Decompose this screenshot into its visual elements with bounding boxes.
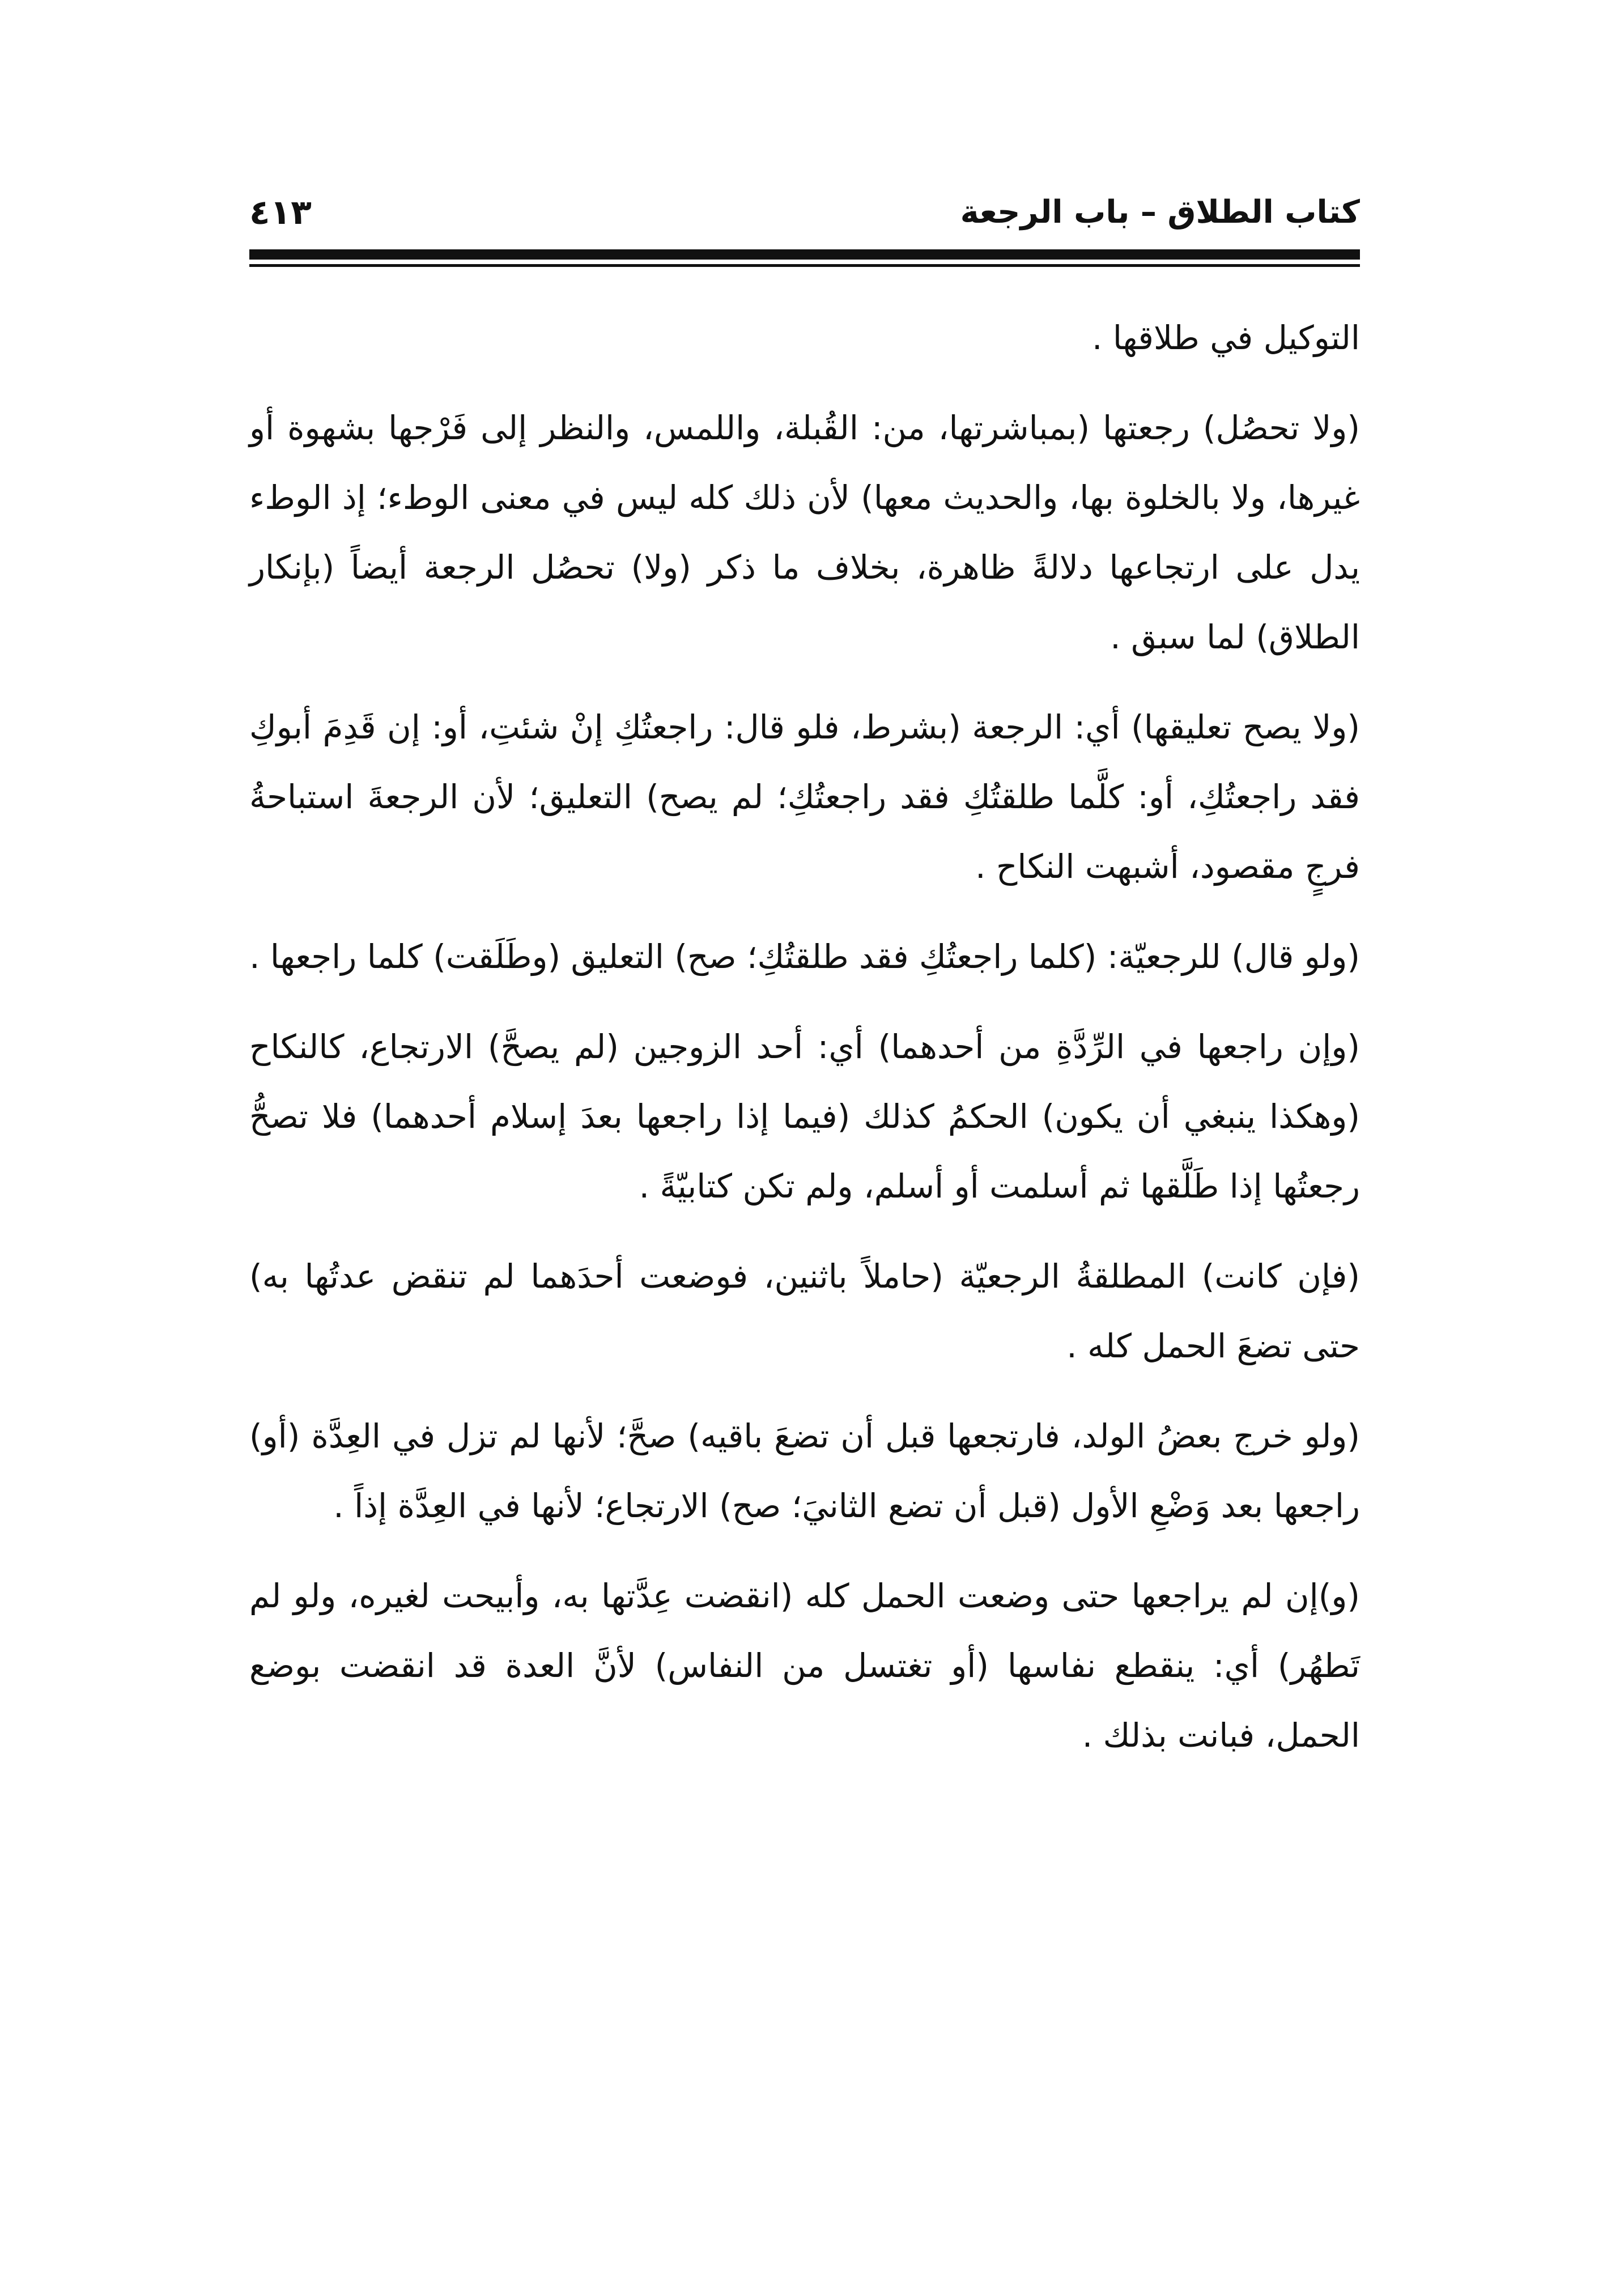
header-rule-thick — [249, 249, 1360, 260]
page-number: ٤١٣ — [249, 193, 312, 232]
paragraph: (ولا يصح تعليقها) أي: الرجعة (بشرط، فلو قال: راجعتُكِ إنْ شئتِ، أو: إن قَدِمَ أبوكِ فقد راجعتُكِ، أو: كلَّما طلقتُكِ فقد راجعتُكِ؛ لم يصح) التعليق؛ لأن الرجعةَ استباحةُ فرجٍ مقصود، أشبهت النكاح . — [249, 708, 1360, 886]
paragraph: (و)إن لم يراجعها حتى وضعت الحمل كله (انقضت عِدَّتها به، وأبيحت لغيره، ولو لم تَطهُر) أي: ينقطع نفاسها (أو تغتسل من النفاس) لأنَّ العدة قد انقضت بوضع الحمل، فبانت بذلك . — [249, 1577, 1360, 1755]
header-rule-thin — [249, 264, 1360, 267]
paragraph: (ولا تحصُل) رجعتها (بمباشرتها، من: القُبلة، واللمس، والنظر إلى فَرْجها بشهوة أو غيرها، ولا بالخلوة بها، والحديث معها) لأن ذلك كله ليس في معنى الوطء؛ إذ الوطء يدل على ارتجاعها دلالةً ظاهرة، بخلاف ما ذكر (ولا) تحصُل الرجعة أيضاً (بإنكار الطلاق) لما سبق . — [249, 409, 1360, 656]
paragraph: (ولو خرج بعضُ الولد، فارتجعها قبل أن تضعَ باقيه) صحَّ؛ لأنها لم تزل في العِدَّة (أو) راجعها بعد وَضْعِ الأول (قبل أن تضع الثانيَ؛ صح) الارتجاع؛ لأنها في العِدَّة إذاً . — [249, 1417, 1360, 1525]
paragraph: التوكيل في طلاقها . — [1091, 319, 1360, 357]
paragraph: (وإن راجعها في الرِّدَّةِ من أحدهما) أي: أحد الزوجين (لم يصحَّ) الارتجاع، كالنكاح (وهكذا ينبغي أن يكون) الحكمُ كذلك (فيما إذا راجعها بعدَ إسلام أحدهما) فلا تصحُّ رجعتُها إذا طَلَّقها ثم أسلمت أو أسلم، ولم تكن كتابيّةً . — [249, 1027, 1360, 1205]
paragraph: (فإن كانت) المطلقةُ الرجعيّة (حاملاً باثنين، فوضعت أحدَهما لم تنقض عدتُها به) حتى تضعَ الحمل كله . — [249, 1257, 1360, 1365]
body-text — [249, 303, 1360, 1791]
paragraph: (ولو قال) للرجعيّة: (كلما راجعتُكِ فقد طلقتُكِ؛ صح) التعليق (وطَلَقت) كلما راجعها . — [249, 937, 1360, 976]
page-header — [249, 187, 1360, 238]
book-page — [249, 0, 1360, 2293]
running-title: كتاب الطلاق – باب الرجعة — [960, 194, 1360, 231]
header-rule — [249, 249, 1360, 269]
